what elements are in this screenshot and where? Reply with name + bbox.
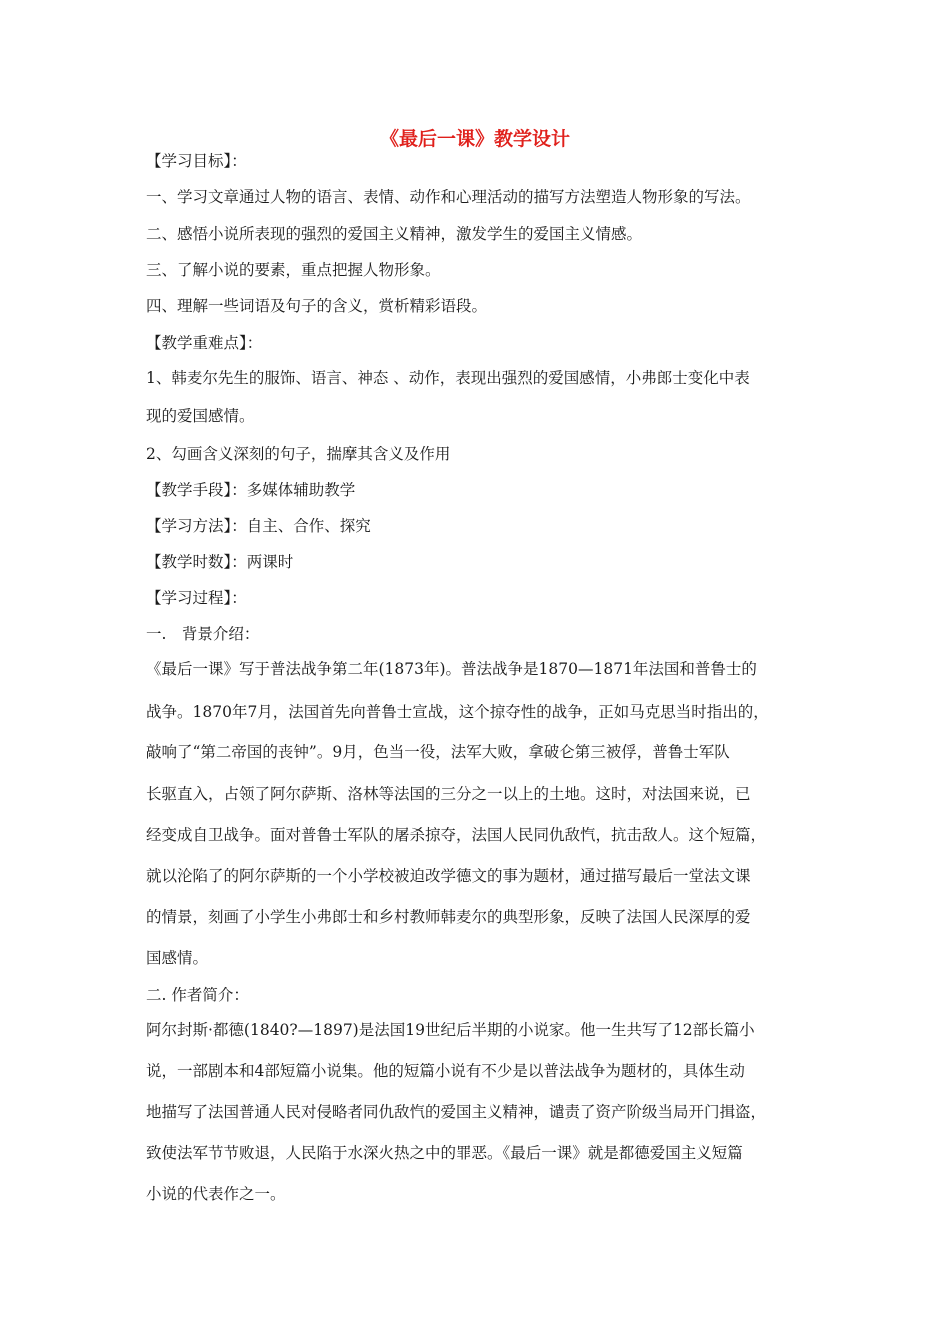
text-line: 二、感悟小说所表现的强烈的爱国主义精神，激发学生的爱国主义情感。 (146, 225, 643, 243)
text-line: 经变成自卫战争。面对普鲁士军队的屠杀掠夺，法国人民同仇敌忾，抗击敌人。这个短篇， (146, 826, 767, 844)
text-line: 【教学时数】：两课时 (146, 553, 294, 571)
text-line: 就以沦陷了的阿尔萨斯的一个小学校被迫改学德文的事为题材，通过描写最后一堂法文课 (146, 867, 751, 885)
text-line: 说，一部剧本和4部短篇小说集。他的短篇小说有不少是以普法战争为题材的，具体生动 (146, 1062, 745, 1080)
text-line: 一、学习文章通过人物的语言、表情、动作和心理活动的描写方法塑造人物形象的写法。 (146, 188, 751, 206)
text-line: 的情景，刻画了小学生小弗郎士和乡村教师韩麦尔的典型形象，反映了法国人民深厚的爱 (146, 908, 751, 926)
text-line: 三、了解小说的要素，重点把握人物形象。 (146, 261, 441, 279)
text-line: 阿尔封斯·都德(1840?—1897)是法国19世纪后半期的小说家。他一生共写了12部长篇小 (146, 1021, 755, 1039)
text-line: 2、勾画含义深刻的句子，揣摩其含义及作用 (146, 445, 451, 463)
text-line: 致使法军节节败退，人民陷于水深火热之中的罪恶。《最后一课》就是都德爱国主义短篇 (146, 1144, 743, 1162)
text-line: 一. 背景介绍： (146, 625, 260, 643)
text-line: 【教学手段】：多媒体辅助教学 (146, 481, 356, 499)
text-line: 敲响了“第二帝国的丧钟”。9月，色当一役，法军大败，拿破仑第三被俘，普鲁士军队 (146, 743, 730, 761)
text-line: 长驱直入，占领了阿尔萨斯、洛林等法国的三分之一以上的土地。这时，对法国来说，已 (146, 785, 751, 803)
text-line: 地描写了法国普通人民对侵略者同仇敌忾的爱国主义精神，谴责了资产阶级当局开门揖盗， (146, 1103, 767, 1121)
text-line: 小说的代表作之一。 (146, 1185, 286, 1203)
text-line: 【学习方法】：自主、合作、探究 (146, 517, 371, 535)
text-line: 二. 作者简介： (146, 986, 249, 1004)
text-line: 现的爱国感情。 (146, 407, 255, 425)
text-line: 国感情。 (146, 949, 209, 967)
text-line: 【教学重难点】： (146, 334, 263, 352)
text-line: 【学习过程】： (146, 589, 247, 607)
text-line: 战争。1870年7月，法国首先向普鲁士宣战，这个掠夺性的战争，正如马克思当时指出的， (146, 703, 769, 721)
text-line: 【学习目标】： (146, 152, 247, 170)
text-line: 四、理解一些词语及句子的含义，赏析精彩语段。 (146, 297, 488, 315)
text-line: 《最后一课》写于普法战争第二年(1873年)。普法战争是1870—1871年法国和普鲁士的 (146, 660, 757, 678)
text-line: 1、韩麦尔先生的服饰、语言、神态 、动作，表现出强烈的爱国感情，小弗郎士变化中表 (146, 369, 750, 387)
document-title: 《最后一课》教学设计 (379, 128, 570, 150)
